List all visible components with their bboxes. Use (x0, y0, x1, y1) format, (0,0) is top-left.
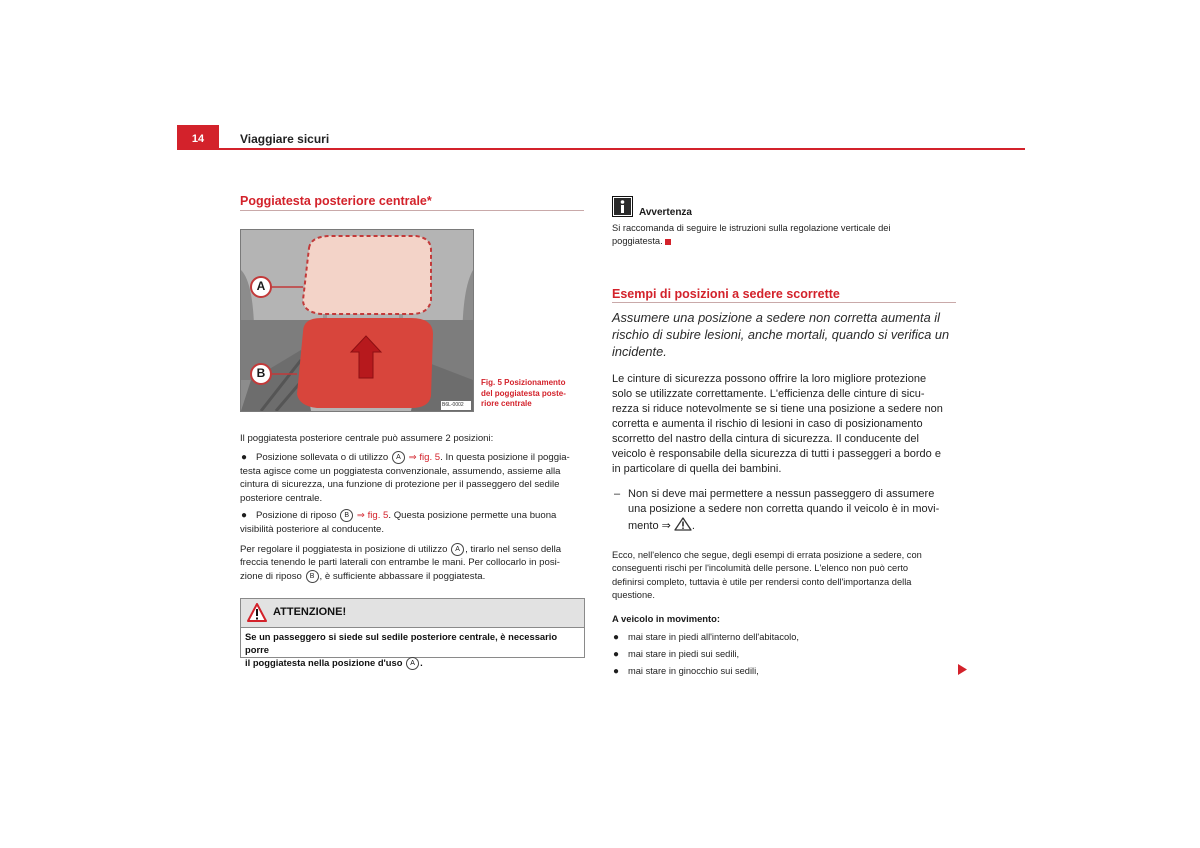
small-paragraph (612, 549, 972, 603)
text: corretta e aumenta il rischio di lesioni in caso di posizionamento (612, 418, 923, 430)
text: zione di riposo (240, 570, 302, 582)
section-rule (612, 302, 956, 303)
text: Assumere una posizione a sedere non corretta aumenta il (612, 310, 940, 325)
note-body (612, 222, 962, 249)
lead-paragraph (612, 309, 972, 360)
figure-headrest (240, 229, 474, 412)
text: Posizione sollevata o di utilizzo (256, 452, 389, 464)
text: posteriore centrale. (240, 492, 323, 504)
subheading: A veicolo in movimento: (612, 613, 720, 624)
warning-body (241, 628, 584, 672)
text: . Questa posizione permette una buona (388, 510, 557, 522)
text-line: mento ⇒ . (628, 517, 972, 534)
callout-label: A (406, 657, 419, 670)
text: . In questa posizione il poggia- (440, 452, 570, 464)
text: conseguenti rischi per l'incolumità delle persone. L'elenco non può certo (612, 563, 909, 574)
text: Posizione di riposo (256, 510, 337, 522)
callout-label: A (451, 543, 464, 556)
note-title: Avvertenza (639, 207, 692, 218)
figure-code: B6L-0002 (442, 402, 464, 408)
figure-reference[interactable]: ⇒ fig. 5 (408, 452, 441, 464)
list-item (240, 509, 590, 522)
list-item (612, 646, 972, 663)
text: solo se utilizzate correttamente. L'efficienza delle cinture di sicu- (612, 388, 925, 400)
warning-title: ATTENZIONE! (273, 606, 347, 618)
dash-list-item (612, 487, 972, 534)
warning-header (241, 599, 584, 628)
list-item (612, 629, 972, 646)
left-body (240, 432, 590, 583)
text: Se un passeggero si siede sul sedile posteriore centrale, è necessario porre (245, 631, 558, 655)
bullet-icon: ● (241, 452, 248, 464)
text: rezza si riduce notevolmente se si tiene una posizione a sedere non (612, 403, 943, 415)
text: cintura di sicurezza, una funzione di protezione per il passeggero del sedile (240, 479, 560, 491)
text: scorretto del nastro della cintura di sicurezza. Il conducente del (612, 433, 919, 445)
text: questione. (612, 590, 655, 601)
callout-label: A (392, 451, 405, 464)
text: , tirarlo nel senso della (465, 543, 562, 555)
running-title: Viaggiare sicuri (240, 132, 330, 146)
page-number: 14 (177, 125, 219, 148)
text: Ecco, nell'elenco che segue, degli esempi di errata posizione a sedere, con (612, 550, 922, 560)
body-paragraph (612, 372, 972, 477)
section-title-positions: Esempi di posizioni a sedere scorrette (612, 287, 840, 301)
bullet-icon: ● (613, 632, 620, 643)
bullet-list (612, 629, 972, 680)
warning-triangle-icon (674, 517, 692, 531)
warning-triangle-icon (247, 603, 267, 622)
caption-line: del poggiatesta poste- (481, 388, 566, 398)
header-rule (177, 148, 1025, 150)
text: incidente. (612, 344, 667, 359)
paragraph (240, 543, 590, 556)
end-marker-icon (665, 239, 671, 245)
text: mai stare in ginocchio sui sedili, (628, 666, 759, 676)
caption-line: Fig. 5 Posizionamento (481, 378, 566, 387)
section-rule (240, 210, 584, 211)
text: Per regolare il poggiatesta in posizione di utilizzo (240, 543, 448, 555)
callout-label: B (306, 570, 319, 583)
text: il poggiatesta nella posizione d'uso (245, 657, 403, 668)
info-icon (612, 196, 633, 217)
list-item (612, 663, 972, 680)
warning-box (240, 598, 585, 668)
headrest-illustration (241, 230, 473, 411)
list-item (240, 451, 590, 464)
figure-caption (481, 378, 566, 410)
figure-reference[interactable]: ⇒ fig. 5 (356, 510, 389, 522)
callout-a: A (256, 279, 266, 293)
text: . (420, 657, 423, 668)
text: freccia tenendo le parti laterali con entrambe le mani. Per collocarlo in posi- (240, 557, 560, 569)
text: definirsi completo, tuttavia è utile per rendersi conto dell'importanza della (612, 576, 912, 587)
text: , è sufficiente abbassare il poggiatesta. (319, 570, 486, 582)
text: una posizione a sedere non corretta quando il veicolo è in movi- (628, 503, 940, 515)
text: testa agisce come un poggiatesta convenzionale, assumendo, assieme alla (240, 465, 561, 477)
callout-b: B (256, 366, 266, 380)
caption-line: riore centrale (481, 399, 532, 408)
paragraph-end (240, 570, 590, 583)
next-page-arrow-icon (958, 664, 967, 675)
text: Si raccomanda di seguire le istruzioni sulla regolazione verticale dei (612, 223, 891, 233)
text: mento ⇒ (628, 520, 671, 532)
text-line (612, 235, 962, 248)
text: Le cinture di sicurezza possono offrire la loro migliore protezione (612, 373, 927, 385)
text: Non si deve mai permettere a nessun passeggero di assumere (628, 488, 935, 500)
callout-label: B (340, 509, 353, 522)
text-line (245, 656, 580, 670)
text: visibilità posteriore al conducente. (240, 523, 384, 535)
intro-text: Il poggiatesta posteriore centrale può assumere 2 posizioni: (240, 433, 494, 444)
bullet-icon: ● (241, 510, 248, 522)
dash-bullet: – (614, 488, 621, 500)
text: mai stare in piedi all'interno dell'abitacolo, (628, 632, 799, 642)
text: poggiatesta. (612, 236, 663, 247)
bullet-icon: ● (613, 666, 620, 677)
text: in particolare di quella dei bambini. (612, 463, 782, 475)
text: rischio di subire lesioni, anche mortali, quando si verifica un (612, 327, 950, 342)
section-title-headrest: Poggiatesta posteriore centrale* (240, 194, 432, 208)
text: veicolo è responsabile della sicurezza di tutti i passeggeri a bordo e (612, 448, 941, 460)
text: mai stare in piedi sui sedili, (628, 649, 740, 659)
bullet-icon: ● (613, 649, 620, 660)
